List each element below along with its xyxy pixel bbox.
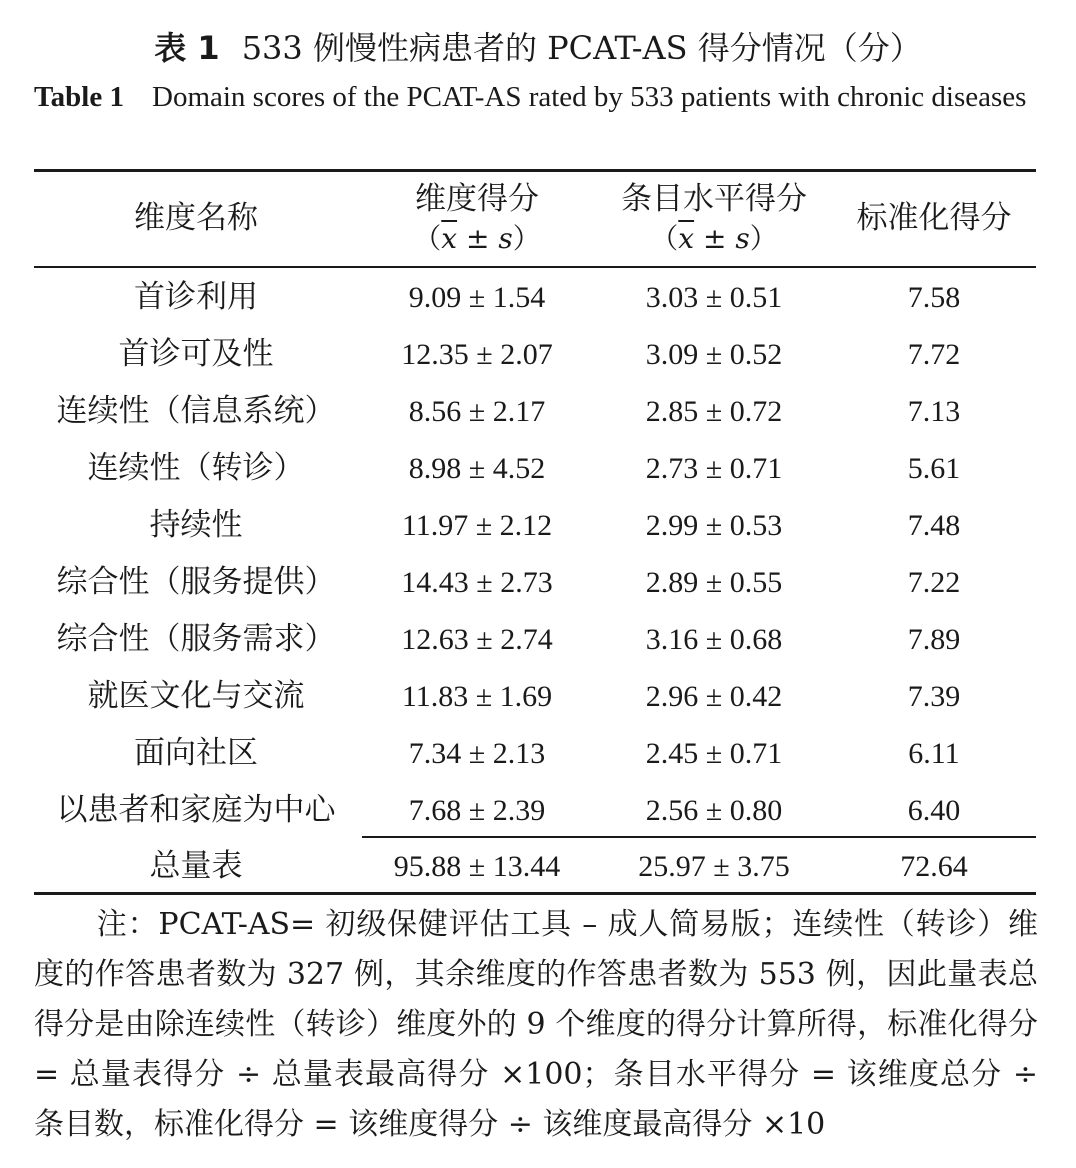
cell-standardized-score: 7.89 [907,623,961,656]
table-caption-en: Domain scores of the PCAT-AS rated by 533 patients with chronic diseases [152,81,1027,113]
cell-item-score: 3.16 ± 0.68 [645,623,783,656]
header-dimension-score [358,178,596,258]
table-top-rule [34,169,1036,172]
cell-dimension-name: 连续性（信息系统） [56,393,336,429]
table-row [34,269,1036,326]
cell-standardized-score: 7.22 [907,566,961,599]
cell-dimension-score: 12.63 ± 2.74 [401,623,553,656]
header-item-score-label: 条目水平得分 [621,181,807,217]
cell-dimension-name: 首诊利用 [134,279,258,315]
cell-item-score: 3.09 ± 0.52 [645,338,783,371]
header-item-score-unit [596,220,832,258]
plus-minus-symbol: ± [694,222,736,255]
header-dimension-score-label: 维度得分 [415,181,539,217]
mean-symbol: $\overline{x}$ [678,222,695,255]
table-header-rule [34,266,1036,268]
table-title-cn [0,24,1076,72]
cell-item-score: 2.89 ± 0.55 [645,566,783,599]
header-dimension-score-unit [358,220,596,258]
sd-symbol: s [498,222,513,255]
table-note [34,900,1038,1150]
cell-dimension-name: 面向社区 [134,735,258,771]
cell-item-score: 25.97 ± 3.75 [638,850,790,883]
table-row [34,326,1036,383]
header-dimension-name [34,197,358,239]
paren-open: （ [413,222,442,255]
plus-minus-symbol: ± [457,222,499,255]
header-standardized-score-label: 标准化得分 [856,200,1012,236]
cell-dimension-name: 连续性（转诊） [87,450,305,486]
cell-item-score: 2.56 ± 0.80 [645,794,783,827]
cell-item-score: 2.96 ± 0.42 [645,680,783,713]
cell-dimension-name: 总量表 [149,848,243,884]
table-label-cn: 表 1 [154,29,220,67]
table-title-en [34,74,1038,120]
cell-dimension-score: 11.97 ± 2.12 [401,509,553,542]
cell-standardized-score: 6.11 [908,737,960,770]
cell-item-score: 3.03 ± 0.51 [645,281,783,314]
table-row [34,554,1036,611]
cell-item-score: 2.73 ± 0.71 [645,452,783,485]
cell-dimension-name: 以患者和家庭为中心 [56,792,336,828]
cell-standardized-score: 7.72 [907,338,961,371]
table-note-text: 注：PCAT-AS= 初级保健评估工具 – 成人简易版；连续性（转诊）维度的作答患者数为 327 例，其余维度的作答患者数为 553 例，因此量表总得分是由除连续性（转诊）维度外的 9 个维度的得分计算所得，标准化得分 = 总量表得分 ÷ 总量表最高得分 ×100；条目水平得分 = 该维度总分 ÷ 条目数，标准化得分 = 该维度得分 ÷ 该维度最高得分 ×10 [34,907,1038,1142]
paren-close: ） [512,222,541,255]
mean-symbol: $\overline{x}$ [441,222,458,255]
cell-dimension-score: 7.34 ± 2.13 [408,737,546,770]
table-row [34,383,1036,440]
cell-dimension-name: 持续性 [149,507,243,543]
table-bottom-rule [34,892,1036,895]
cell-dimension-name: 综合性（服务需求） [56,621,336,657]
cell-item-score: 2.85 ± 0.72 [645,395,783,428]
cell-dimension-name: 首诊可及性 [118,336,274,372]
cell-standardized-score: 7.48 [907,509,961,542]
table-row [34,782,1036,839]
paren-open: （ [650,222,679,255]
cell-dimension-name: 就医文化与交流 [87,678,305,714]
header-standardized-score [832,197,1036,239]
cell-dimension-score: 7.68 ± 2.39 [408,794,546,827]
cell-standardized-score: 7.58 [907,281,961,314]
cell-dimension-name: 综合性（服务提供） [56,564,336,600]
table-row [34,611,1036,668]
cell-dimension-score: 8.56 ± 2.17 [408,395,546,428]
table-row [34,440,1036,497]
table-label-en: Table 1 [34,81,124,113]
table-caption-cn: 533 例慢性病患者的 PCAT-AS 得分情况（分） [241,29,922,67]
header-dimension-name-label: 维度名称 [134,200,258,236]
table-row [34,725,1036,782]
cell-dimension-score: 95.88 ± 13.44 [393,850,561,883]
cell-standardized-score: 5.61 [907,452,961,485]
cell-dimension-score: 11.83 ± 1.69 [401,680,553,713]
cell-standardized-score: 7.39 [907,680,961,713]
table-row [34,668,1036,725]
cell-standardized-score: 72.64 [900,850,968,883]
cell-dimension-score: 12.35 ± 2.07 [401,338,553,371]
header-item-score [596,178,832,258]
cell-standardized-score: 6.40 [907,794,961,827]
cell-dimension-score: 14.43 ± 2.73 [401,566,553,599]
cell-item-score: 2.99 ± 0.53 [645,509,783,542]
table-row [34,497,1036,554]
cell-standardized-score: 7.13 [907,395,961,428]
paren-close: ） [749,222,778,255]
sd-symbol: s [735,222,750,255]
cell-item-score: 2.45 ± 0.71 [645,737,783,770]
cell-dimension-score: 8.98 ± 4.52 [408,452,546,485]
table-row-total [34,838,1036,895]
cell-dimension-score: 9.09 ± 1.54 [408,281,546,314]
